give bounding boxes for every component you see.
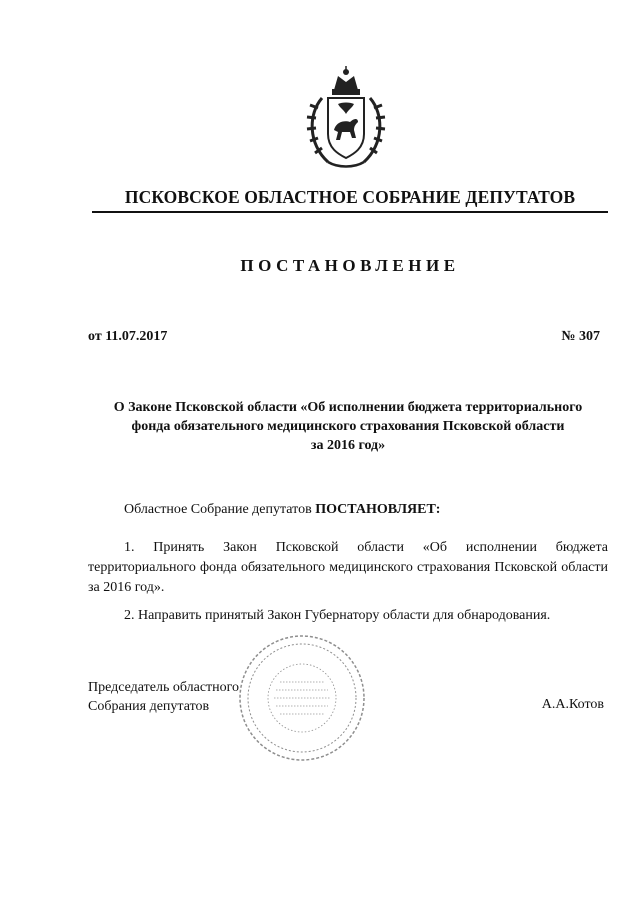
resolution-item-2: 2. Направить принятый Закон Губернатору области для обнародования. bbox=[124, 608, 551, 623]
resolve-keyword: ПОСТАНОВЛЯЕТ: bbox=[315, 502, 441, 517]
document-type-title: ПОСТАНОВЛЕНИЕ bbox=[240, 256, 460, 275]
header-divider bbox=[92, 211, 608, 213]
document-number: № 307 bbox=[561, 329, 600, 344]
subject-line: за 2016 год» bbox=[310, 438, 386, 453]
signer-position-line: Председатель областного bbox=[88, 680, 240, 695]
pskov-coat-of-arms-icon bbox=[298, 64, 394, 176]
subject-line: О Законе Псковской области «Об исполнении бюджета территориального bbox=[113, 400, 583, 415]
resolve-prefix: Областное Собрание депутатов bbox=[124, 502, 316, 517]
document-date: от 11.07.2017 bbox=[88, 329, 168, 344]
signer-position bbox=[88, 678, 239, 716]
organization-title: ПСКОВСКОЕ ОБЛАСТНОЕ СОБРАНИЕ ДЕПУТАТОВ bbox=[124, 187, 576, 207]
resolve-paragraph bbox=[88, 500, 608, 520]
official-stamp-icon bbox=[236, 632, 368, 764]
resolution-item-1: 1. Принять Закон Псковской области «Об исполнении бюджета территориального фонда обязательного медицинского страхования Псковской области за 2016 год». bbox=[88, 540, 608, 595]
document-subject bbox=[88, 398, 608, 455]
subject-line: фонда обязательного медицинского страхования Псковской области bbox=[131, 419, 565, 434]
signer-name: А.А.Котов bbox=[541, 697, 604, 712]
signer-position-line: Собрания депутатов bbox=[88, 699, 210, 714]
